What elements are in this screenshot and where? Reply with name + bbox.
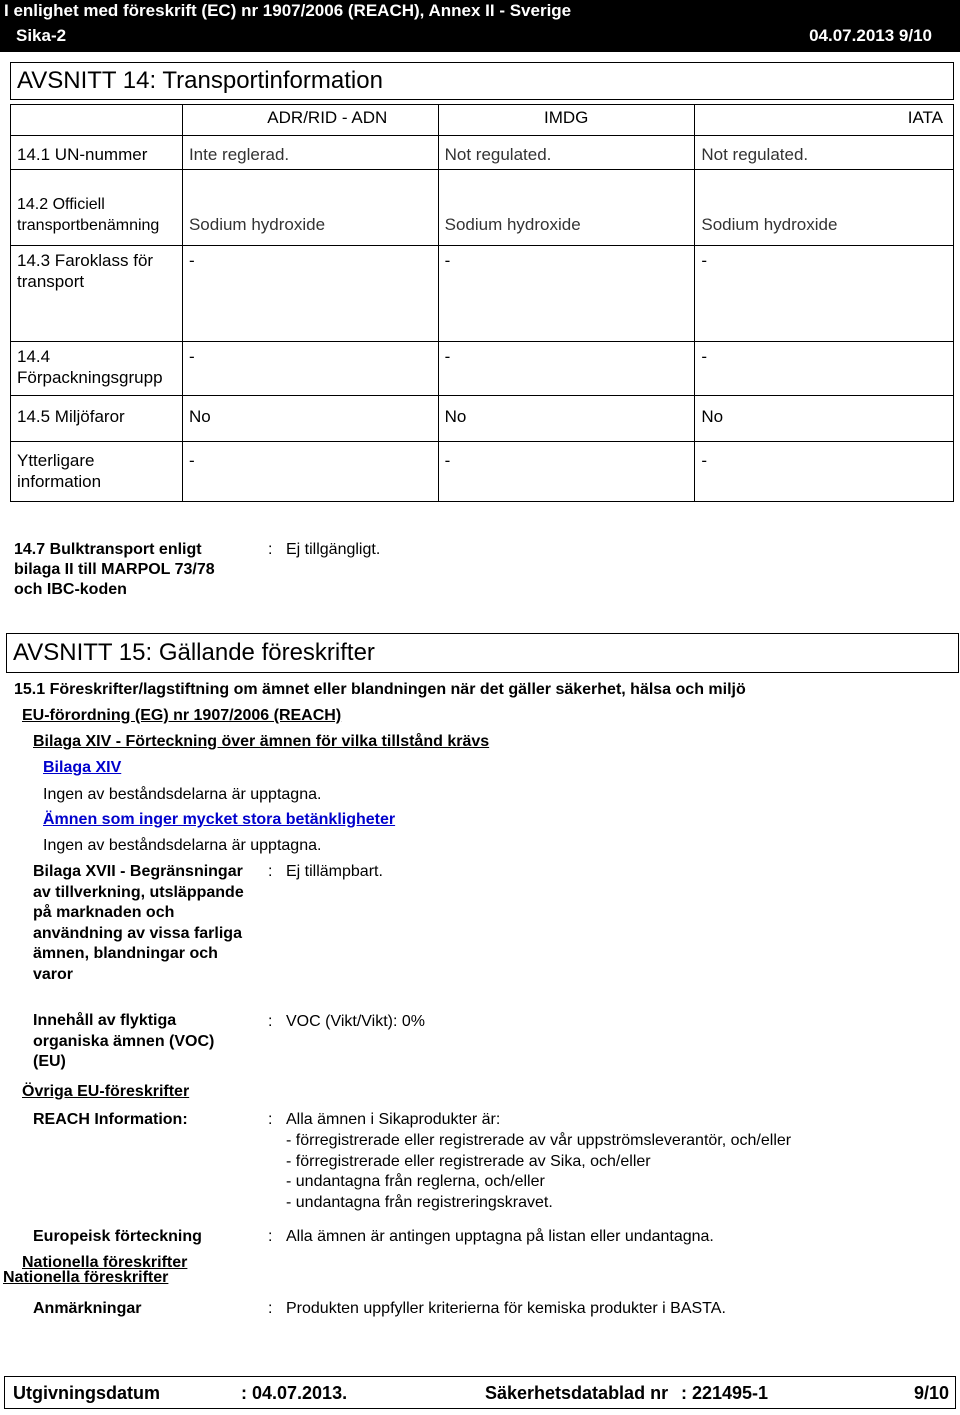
row-label: 14.2 Officiell transportbenämning	[11, 170, 183, 246]
regulation-line: I enlighet med föreskrift (EC) nr 1907/2006 (REACH), Annex II - Sverige	[4, 1, 572, 20]
row-value: -	[438, 246, 695, 342]
colon: :	[268, 1300, 273, 1317]
svhc-text: Ingen av beståndsdelarna är upptagna.	[43, 837, 322, 854]
reach-line: Alla ämnen i Sikaprodukter är:	[286, 1111, 501, 1128]
reach-info	[286, 1110, 791, 1214]
reach-line: - förregistrerade eller registrerade av vår uppströmsleverantör, och/eller	[286, 1131, 792, 1149]
row-label: 14.4 Förpackningsgrupp	[11, 342, 183, 396]
row-value: No	[182, 396, 438, 442]
row-value: -	[695, 246, 954, 342]
row-label: 14.3 Faroklass för transport	[11, 246, 183, 342]
row-value: -	[695, 342, 954, 396]
annex-14-link[interactable]: Bilaga XIV	[43, 759, 122, 776]
table-row	[11, 396, 954, 442]
table-row	[11, 442, 954, 502]
reach-line: - förregistrerade eller registrerade av Sika, och/eller	[286, 1152, 651, 1170]
section-14-title	[10, 62, 954, 100]
row-value: Sodium hydroxide	[438, 170, 695, 246]
national-regulations-heading: Nationella föreskrifter	[22, 1254, 188, 1271]
transport-table	[10, 104, 954, 502]
european-inventory-value: Alla ämnen är antingen upptagna på listan eller undantagna.	[286, 1228, 714, 1245]
annex-14-text: Ingen av beståndsdelarna är upptagna.	[43, 786, 322, 803]
product-name: Sika-2	[16, 26, 67, 45]
remarks-label: Anmärkningar	[33, 1300, 142, 1317]
colon: :	[268, 863, 273, 880]
table-row	[11, 342, 954, 396]
issue-date-label: Utgivningsdatum	[13, 1383, 160, 1403]
footer-page: 9/10	[913, 1383, 949, 1403]
row-label: Ytterligare information	[11, 442, 183, 502]
document-header	[0, 0, 960, 52]
annex-17-label: Bilaga XVII - Begränsningar av tillverkning, utsläppande på marknaden och användning av vissa farliga ämnen, blandningar och varor	[33, 863, 244, 983]
bulk-transport-value: Ej tillgängligt.	[286, 541, 381, 558]
col-imdg: IMDG	[438, 105, 695, 136]
row-value: -	[438, 442, 695, 502]
row-value: -	[695, 442, 954, 502]
row-value: -	[182, 246, 438, 342]
sds-number-value: : 221495-1	[681, 1383, 769, 1403]
document-footer	[4, 1376, 956, 1409]
remarks-value: Produkten uppfyller kriterierna för kemiska produkter i BASTA.	[286, 1300, 726, 1317]
section-15-title	[6, 633, 959, 673]
date-page: 04.07.2013 9/10	[809, 26, 932, 45]
national-regulations-heading-duplicate: Nationella föreskrifter	[3, 1269, 169, 1286]
row-value: Not regulated.	[695, 136, 954, 170]
colon: :	[268, 541, 273, 558]
colon: :	[268, 1111, 273, 1128]
eu-regulation-heading: EU-förordning (EG) nr 1907/2006 (REACH)	[22, 707, 342, 724]
row-label: 14.5 Miljöfaror	[11, 396, 183, 442]
bulk-transport-label: 14.7 Bulktransport enligt bilaga II till MARPOL 73/78 och IBC-koden	[14, 541, 215, 598]
svhc-link[interactable]: Ämnen som inger mycket stora betänkligheter	[43, 811, 396, 828]
voc-value: VOC (Vikt/Vikt): 0%	[286, 1013, 425, 1030]
table-row	[11, 170, 954, 246]
colon: :	[268, 1013, 273, 1030]
table-header-row	[11, 105, 954, 136]
annex-14-heading: Bilaga XIV - Förteckning över ämnen för vilka tillstånd krävs	[33, 733, 490, 750]
subsection-15-1: 15.1 Föreskrifter/lagstiftning om ämnet eller blandningen när det gäller säkerhet, hälsa och miljö	[14, 681, 746, 698]
section-15-title-text: AVSNITT 15: Gällande föreskrifter	[13, 639, 375, 666]
reach-line: - undantagna från reglerna, och/eller	[286, 1173, 545, 1191]
row-value: -	[182, 442, 438, 502]
other-eu-heading: Övriga EU-föreskrifter	[22, 1083, 190, 1100]
row-value: No	[438, 396, 695, 442]
row-value: No	[695, 396, 954, 442]
section-14-title-text: AVSNITT 14: Transportinformation	[17, 67, 383, 94]
voc-label: Innehåll av flyktiga organiska ämnen (VOC) (EU)	[33, 1012, 215, 1070]
row-value: Inte reglerad.	[182, 136, 438, 170]
row-value: Not regulated.	[438, 136, 695, 170]
row-label: 14.1 UN-nummer	[11, 136, 183, 170]
col-adr: ADR/RID - ADN	[182, 105, 438, 136]
row-value: Sodium hydroxide	[695, 170, 954, 246]
table-row	[11, 136, 954, 170]
annex-17-value: Ej tillämpbart.	[286, 863, 383, 880]
colon: :	[268, 1228, 273, 1245]
reach-line: - undantagna från registreringskravet.	[286, 1194, 553, 1212]
european-inventory-label: Europeisk förteckning	[33, 1228, 202, 1245]
row-value: Sodium hydroxide	[182, 170, 438, 246]
col-iata: IATA	[695, 105, 954, 136]
table-row	[11, 246, 954, 342]
issue-date-value: : 04.07.2013.	[241, 1383, 348, 1403]
reach-label: REACH Information:	[33, 1111, 188, 1128]
header-empty	[11, 105, 183, 136]
sds-number-label: Säkerhetsdatablad nr	[485, 1383, 669, 1403]
row-value: -	[438, 342, 695, 396]
row-value: -	[182, 342, 438, 396]
